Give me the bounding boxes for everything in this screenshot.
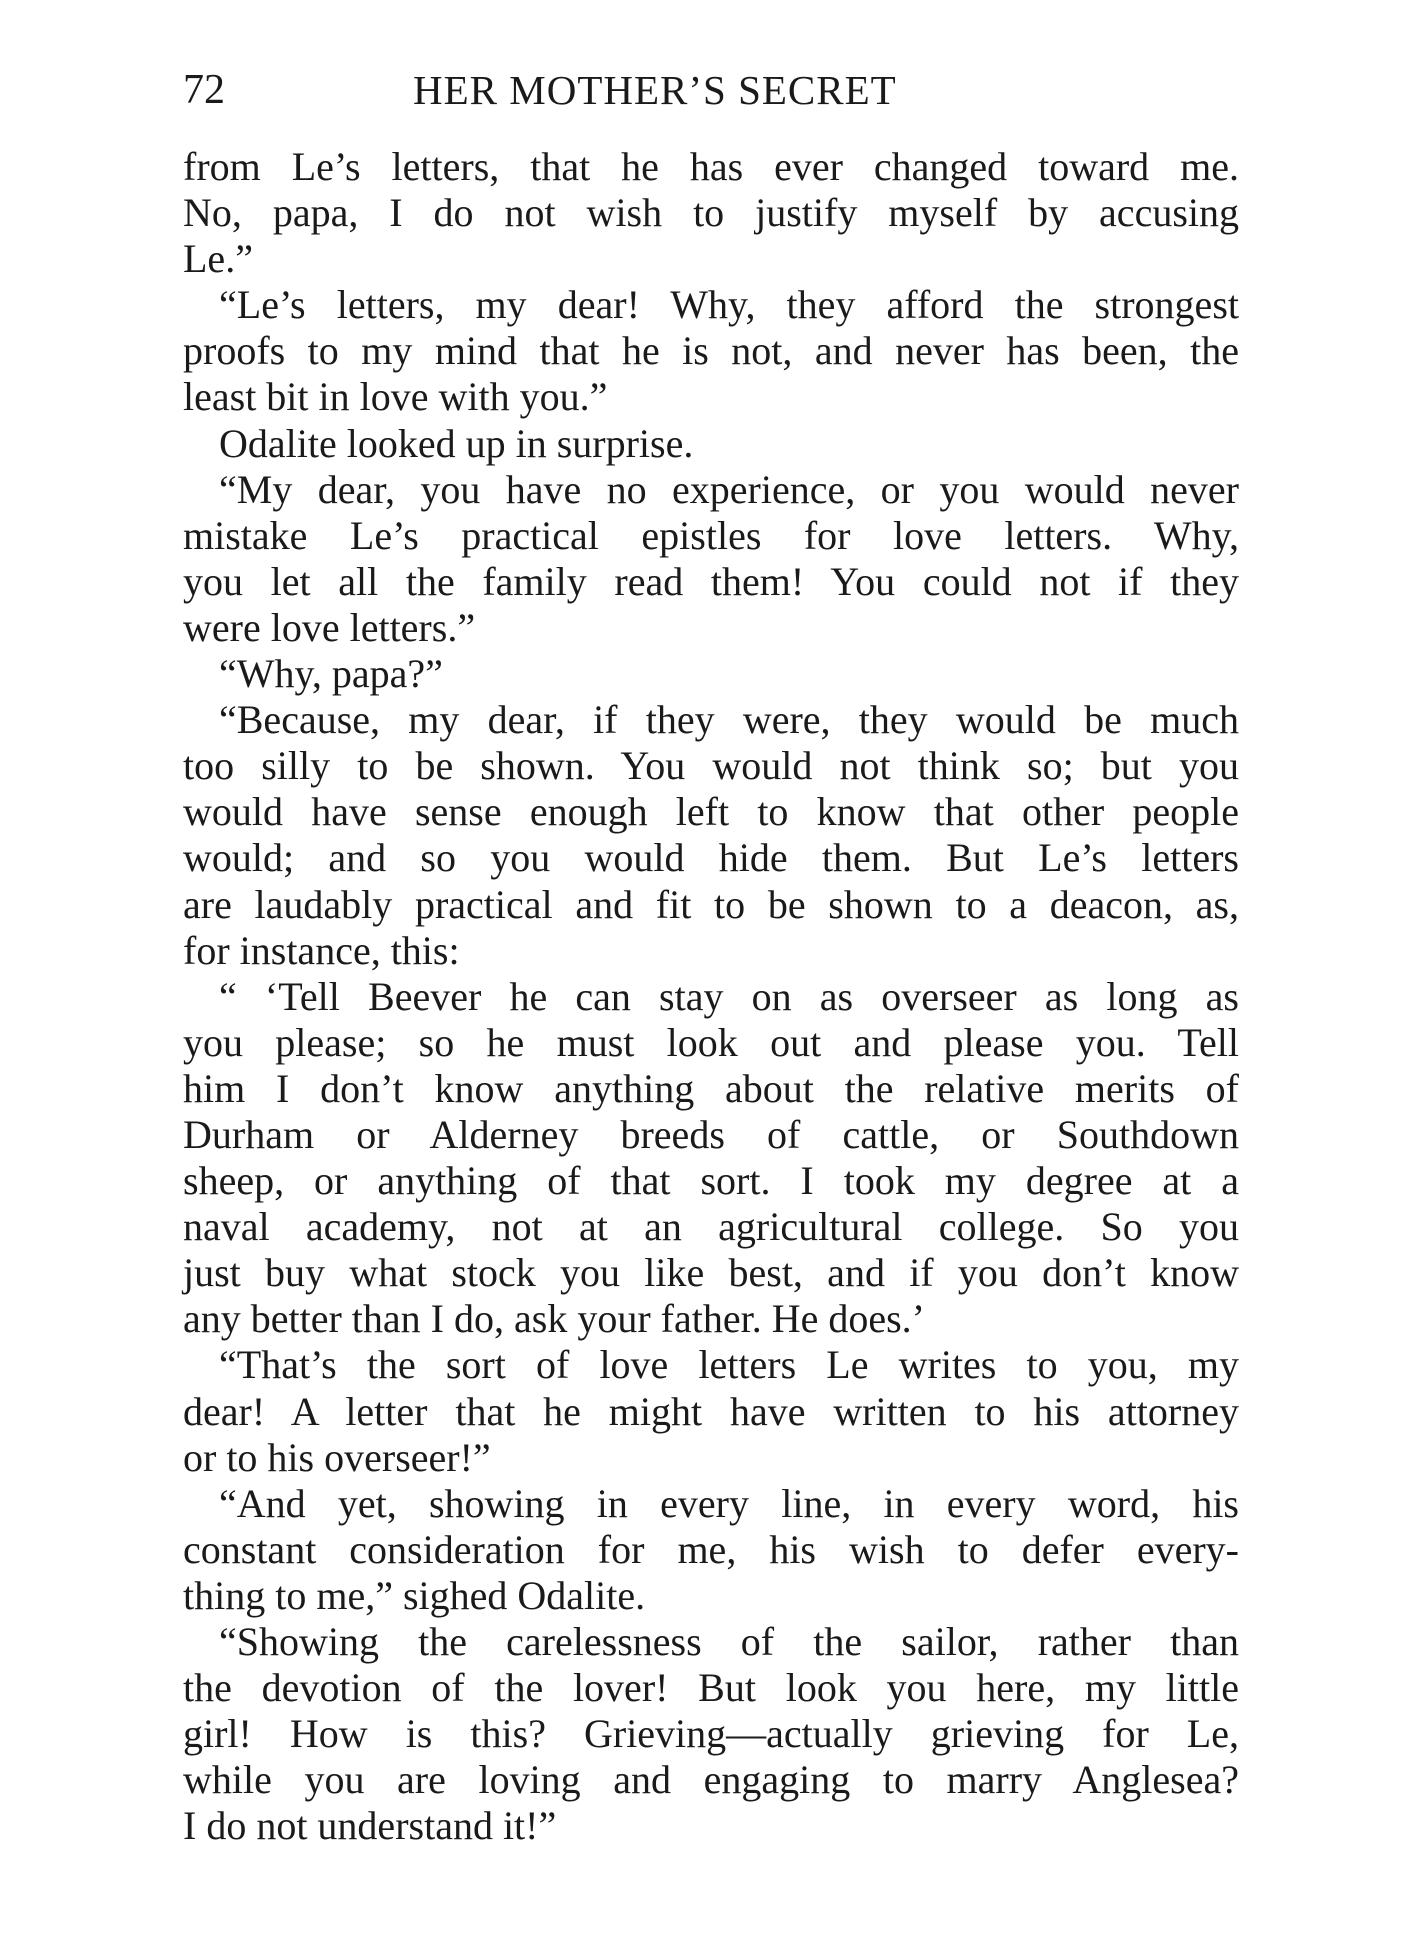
text-line: mistake Le’s practical epistles for love letters. Why, — [183, 512, 1239, 558]
text-line: you let all the family read them! You could not if they — [183, 558, 1239, 604]
text-line: from Le’s letters, that he has ever changed toward me. — [183, 144, 1239, 189]
text-line: were love letters.” — [183, 604, 476, 650]
text-line: No, papa, I do not wish to justify myself by accusing — [183, 190, 1239, 236]
text-line: “That’s the sort of love letters Le writes to you, my — [219, 1342, 1239, 1388]
text-line: would; and so you would hide them. But Le’s letters — [183, 835, 1239, 881]
text-line: too silly to be shown. You would not think so; but you — [183, 743, 1239, 789]
text-line: Durham or Alderney breeds of cattle, or Southdown — [183, 1111, 1239, 1157]
text-line: “Le’s letters, my dear! Why, they afford the strongest — [219, 282, 1239, 328]
body-text — [183, 144, 1239, 1849]
text-line: would have sense enough left to know that other people — [183, 789, 1239, 835]
text-line: “My dear, you have no experience, or you would never — [219, 466, 1239, 512]
text-line: “And yet, showing in every line, in every word, his — [219, 1480, 1239, 1526]
running-title: HER MOTHER’S SECRET — [413, 67, 897, 113]
text-line: “Because, my dear, if they were, they would be much — [219, 697, 1239, 743]
text-line: Le.” — [183, 236, 253, 282]
text-line: naval academy, not at an agricultural college. So you — [183, 1204, 1239, 1250]
text-line: dear! A letter that he might have written to his attorney — [183, 1388, 1239, 1434]
text-line: thing to me,” sighed Odalite. — [183, 1572, 646, 1618]
text-line: are laudably practical and fit to be shown to a deacon, as, — [183, 881, 1239, 927]
text-line: sheep, or anything of that sort. I took my degree at a — [183, 1158, 1239, 1204]
text-line: “ ‘Tell Beever he can stay on as overseer as long as — [219, 973, 1239, 1019]
text-line: constant consideration for me, his wish to defer every- — [183, 1526, 1239, 1572]
page-header — [183, 62, 1239, 118]
text-line: him I don’t know anything about the relative merits of — [183, 1065, 1239, 1111]
text-line: just buy what stock you like best, and if you don’t know — [183, 1250, 1239, 1296]
text-line: you please; so he must look out and please you. Tell — [183, 1019, 1239, 1065]
text-line: for instance, this: — [183, 927, 460, 973]
text-line: “Why, papa?” — [219, 651, 443, 697]
text-line: I do not understand it!” — [183, 1803, 557, 1849]
text-line: or to his overseer!” — [183, 1434, 491, 1480]
text-line: least bit in love with you.” — [183, 374, 608, 420]
text-line: the devotion of the lover! But look you here, my little — [183, 1665, 1239, 1711]
text-line: while you are loving and engaging to marry Anglesea? — [183, 1757, 1239, 1803]
page-number: 72 — [183, 67, 225, 113]
text-line: “Showing the carelessness of the sailor, rather than — [219, 1619, 1239, 1664]
text-line: Odalite looked up in surprise. — [219, 420, 694, 466]
text-line: any better than I do, ask your father. He does.’ — [183, 1296, 925, 1342]
text-line: proofs to my mind that he is not, and never has been, the — [183, 328, 1239, 374]
text-line: girl! How is this? Grieving—actually grieving for Le, — [183, 1711, 1239, 1757]
